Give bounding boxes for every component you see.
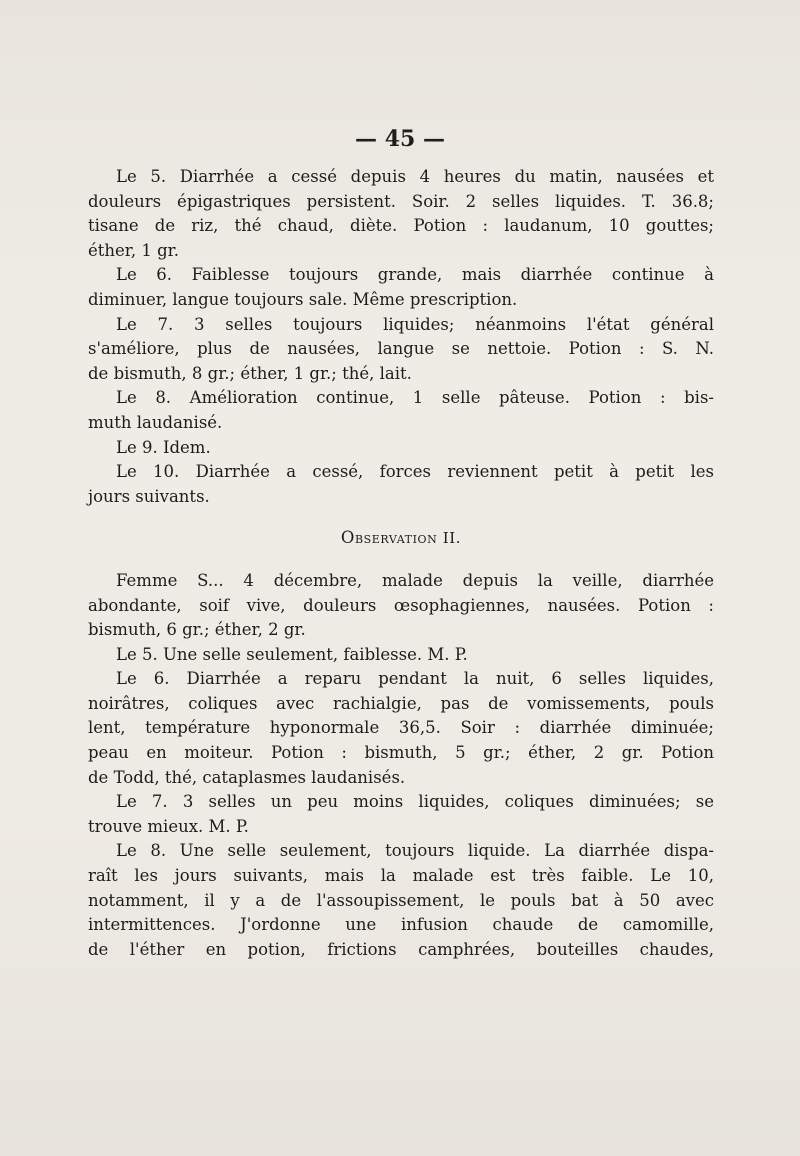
heading-initial: O <box>340 528 355 548</box>
text-line: jours suivants. <box>88 486 210 506</box>
text-line: Le 10. Diarrhée a cessé, forces reviennent petit à petit les <box>116 462 714 482</box>
text-line: éther, 1 gr. <box>88 240 179 260</box>
paragraph <box>88 839 714 962</box>
text-line: notamment, il y a de l'assoupissement, le pouls bat à 50 avec <box>88 890 714 910</box>
text-line: Le 9. Idem. <box>116 437 211 457</box>
heading-word: bservation <box>354 529 438 548</box>
text-line: Le 7. 3 selles un peu moins liquides, coliques diminuées; se <box>116 792 714 812</box>
text-line: raît les jours suivants, mais la malade est très faible. Le 10, <box>88 866 714 886</box>
text-line: trouve mieux. M. P. <box>88 816 249 836</box>
text-line: Le 6. Diarrhée a reparu pendant la nuit, 6 selles liquides, <box>116 669 714 689</box>
text-line: diminuer, langue toujours sale. Même prescription. <box>88 289 518 309</box>
text-line: muth laudanisé. <box>88 412 223 432</box>
text-line: de l'éther en potion, frictions camphrées, bouteilles chaudes, <box>88 939 714 959</box>
text-line: Le 8. Une selle seulement, toujours liquide. La diarrhée dispa- <box>116 841 714 861</box>
text-line: Le 6. Faiblesse toujours grande, mais diarrhée continue à <box>116 265 714 285</box>
page-number: — 45 — <box>355 126 445 152</box>
text-line: lent, température hyponormale 36,5. Soir : diarrhée diminuée; <box>88 718 714 738</box>
paragraph <box>88 569 714 643</box>
paragraph <box>88 460 714 509</box>
paragraph <box>88 165 714 263</box>
text-line: tisane de riz, thé chaud, diète. Potion : laudanum, 10 gouttes; <box>88 216 714 236</box>
text-line: intermittences. J'ordonne une infusion chaude de camomille, <box>88 915 714 935</box>
text-line: douleurs épigastriques persistent. Soir. 2 selles liquides. T. 36.8; <box>88 191 714 211</box>
section-heading <box>88 526 714 551</box>
text-line: de bismuth, 8 gr.; éther, 1 gr.; thé, lait. <box>88 363 412 383</box>
paragraph <box>88 643 714 668</box>
body-text <box>88 165 714 962</box>
text-line: Le 5. Diarrhée a cessé depuis 4 heures du matin, nausées et <box>116 167 714 186</box>
paragraph <box>88 790 714 839</box>
text-line: de Todd, thé, cataplasmes laudanisés. <box>88 767 406 787</box>
text-line: noirâtres, coliques avec rachialgie, pas de vomissements, pouls <box>88 693 714 713</box>
paragraph <box>88 313 714 387</box>
text-line: peau en moiteur. Potion : bismuth, 5 gr.; éther, 2 gr. Potion <box>88 743 714 763</box>
paragraph <box>88 386 714 435</box>
text-line: abondante, soif vive, douleurs œsophagiennes, nausées. Potion : <box>88 595 714 615</box>
paragraph <box>88 263 714 312</box>
text-line: Le 5. Une selle seulement, faiblesse. M. P. <box>116 644 468 664</box>
paragraph <box>88 667 714 790</box>
heading-numeral: II. <box>437 529 462 548</box>
text-line: s'améliore, plus de nausées, langue se nettoie. Potion : S. N. <box>88 339 714 359</box>
text-line: Le 7. 3 selles toujours liquides; néanmoins l'état général <box>116 314 714 334</box>
text-line: bismuth, 6 gr.; éther, 2 gr. <box>88 620 306 640</box>
paragraph <box>88 436 714 461</box>
text-line: Femme S... 4 décembre, malade depuis la veille, diarrhée <box>116 570 714 590</box>
text-line: Le 8. Amélioration continue, 1 selle pâteuse. Potion : bis- <box>116 388 714 408</box>
